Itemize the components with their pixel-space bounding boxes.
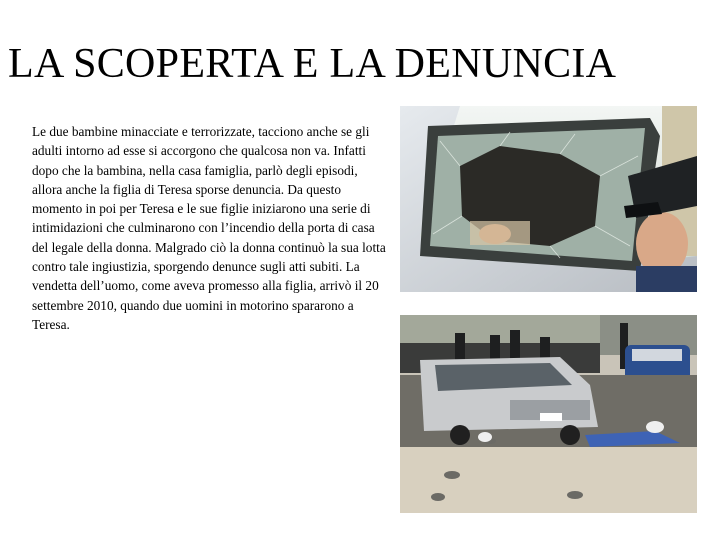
shattered-window-photo [400, 106, 697, 292]
crime-scene-photo [400, 315, 697, 513]
body-paragraph: Le due bambine minacciate e terrorizzate, tacciono anche se gli adulti intorno ad esse si accorgono che qualcosa non va. Infatti dopo che la bambina, nella casa famiglia, parlò degli episodi, allora anche la figlia di Teresa sporse denuncia. Da questo momento in poi per Teresa e le sue figlie iniziarono una serie di intimidazioni che culminarono con l’incendio della porta di casa del legale della donna. Malgrado ciò la donna continuò la sua lotta contro tale ingiustizia, sporgendo denunce sugli atti subiti. La vendetta dell’uomo, come aveva promesso alla figlia, arrivò il 20 settembre 2010, quando due uomini in motorino spararono a Teresa. [32, 124, 386, 332]
slide-title: LA SCOPERTA E LA DENUNCIA [8, 41, 617, 87]
